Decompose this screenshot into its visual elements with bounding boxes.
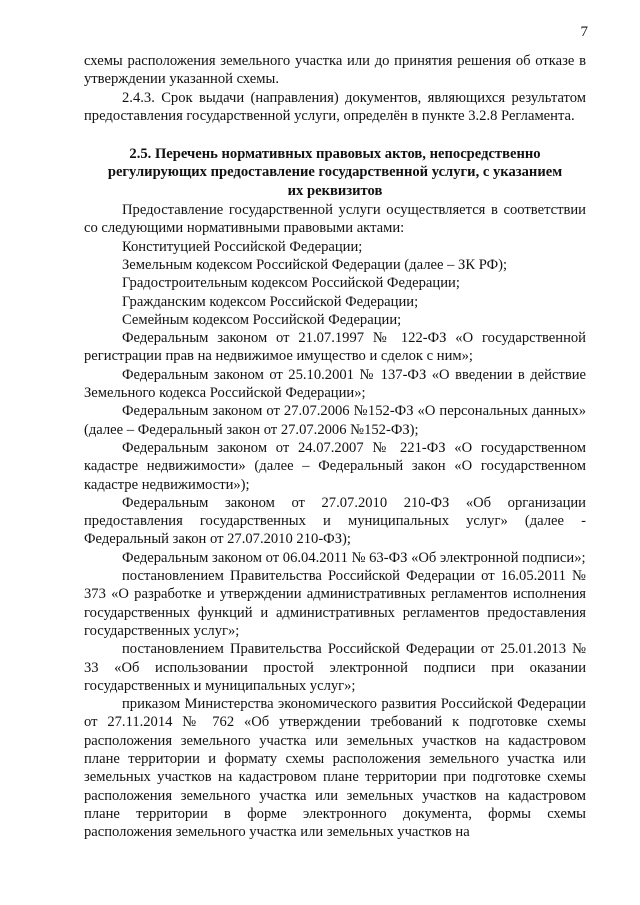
- paragraph: Федеральным законом от 25.10.2001 № 137-ФЗ «О введении в действие Земельного кодекса Российской Федерации»;: [84, 366, 586, 402]
- paragraph: 2.4.3. Срок выдачи (направления) документов, являющихся результатом предоставления государственной услуги, определён в пункте 3.2.8 Регламента.: [84, 89, 586, 124]
- paragraph: Федеральным законом от 24.07.2007 № 221-ФЗ «О государственном кадастре недвижимости» (далее – Федеральный закон «О государственном кадастре недвижимости»);: [84, 439, 586, 493]
- page-number: 7: [580, 24, 588, 40]
- paragraph: Федеральным законом от 27.07.2006 №152-ФЗ «О персональных данных» (далее – Федеральный закон от 27.07.2006 №152-ФЗ);: [84, 403, 586, 438]
- paragraph: Федеральным законом от 21.07.1997 № 122-ФЗ «О государственной регистрации прав на недвижимое имущество и сделок с ним»;: [84, 330, 586, 365]
- paragraph: Гражданским кодексом Российской Федерации;: [122, 293, 419, 310]
- paragraph: Федеральным законом от 27.07.2010 210-ФЗ «Об организации предоставления государственных и муниципальных услуг» (далее - Федеральный закон от 27.07.2010 210-ФЗ);: [84, 494, 586, 548]
- paragraph: Земельным кодексом Российской Федерации (далее – ЗК РФ);: [122, 256, 508, 273]
- paragraph: приказом Министерства экономического развития Российской Федерации от 27.11.2014 № 762 «Об утверждении требований к подготовке схемы расположения земельного участка или земельных участков на кадастровом плане территории и формату схемы расположения земельного участка или земельных участков на кадастровом плане территории при подготовке схемы расположения земельного участка или земельных участков на кадастровом плане территории в форме электронного документа, формы схемы расположения земельного участка или земельных участков на: [84, 696, 586, 841]
- paragraph: Федеральным законом от 06.04.2011 № 63-ФЗ «Об электронной подписи»;: [122, 549, 586, 566]
- paragraph: Градостроительным кодексом Российской Федерации;: [122, 275, 460, 292]
- paragraph: Предоставление государственной услуги осуществляется в соответствии со следующими нормативными правовыми актами:: [84, 202, 586, 237]
- legal-acts-list: [84, 201, 586, 841]
- paragraph: Конституцией Российской Федерации;: [122, 238, 363, 255]
- intro-paragraphs: [84, 52, 586, 125]
- paragraph: постановлением Правительства Российской Федерации от 16.05.2011 № 373 «О разработке и утверждении административных регламентов исполнения государственных функций и административных регламентов предоставления государственных услуг»;: [84, 568, 586, 639]
- document-body: [84, 52, 586, 841]
- paragraph: схемы расположения земельного участка или до принятия решения об отказе в утверждении указанной схемы.: [84, 53, 586, 88]
- paragraph: Семейным кодексом Российской Федерации;: [122, 311, 402, 328]
- paragraph: постановлением Правительства Российской Федерации от 25.01.2013 № 33 «Об использовании простой электронной подписи при оказании государственных и муниципальных услуг»;: [84, 641, 586, 694]
- section-heading: 2.5. Перечень нормативных правовых актов, непосредственно регулирующих предоставление государственной услуги, с указанием их реквизитов: [107, 146, 563, 199]
